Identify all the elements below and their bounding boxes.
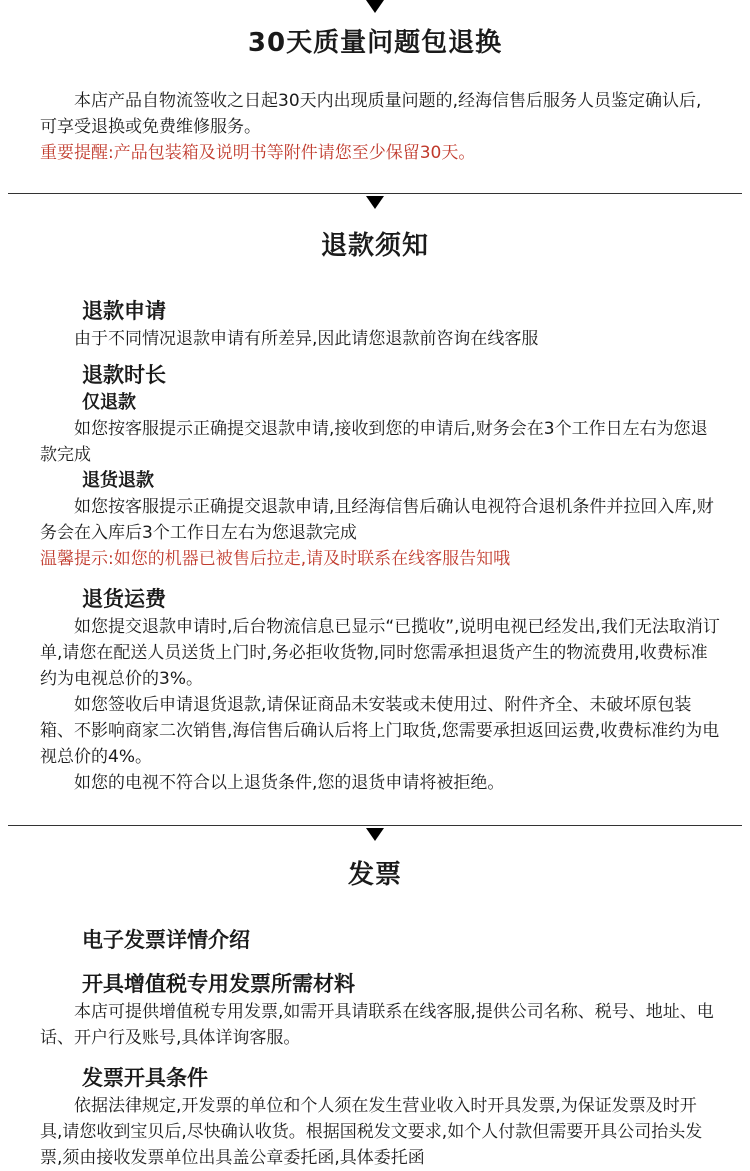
invoice-section: [40, 925, 716, 1171]
refund-section: [40, 296, 720, 796]
return-refund-text: 如您按客服提示正确提交退款申请,且经海信售后确认电视符合退机条件并拉回入库,财务会在入库后3个工作日左右为您退款完成: [40, 497, 714, 543]
vat-invoice-heading: 开具增值税专用发票所需材料: [82, 972, 355, 996]
invoice-intro-heading: 电子发票详情介绍: [82, 928, 250, 952]
refund-only-text: 如您按客服提示正确提交退款申请,接收到您的申请后,财务会在3个工作日左右为您退款完成: [40, 419, 708, 465]
section-arrow-icon: [366, 196, 384, 209]
section-arrow-icon: [366, 828, 384, 841]
section-divider: [8, 193, 742, 194]
refund-apply-heading: 退款申请: [82, 299, 166, 323]
refund-only-label: 仅退款: [82, 392, 136, 413]
section-divider: [8, 825, 742, 826]
top-arrow-icon: [366, 0, 384, 13]
invoice-section-title: 发票: [347, 860, 402, 890]
quality-notice: 重要提醒:产品包装箱及说明书等附件请您至少保留30天。: [40, 143, 476, 163]
shipping-paragraph-1: 如您提交退款申请时,后台物流信息已显示“已揽收”,说明电视已经发出,我们无法取消订单,请您在配送人员送货上门时,务必拒收货物,同时您需承担退货产生的物流费用,收费标准约为电视总价的3%。: [40, 617, 720, 689]
refund-apply-text: 由于不同情况退款申请有所差异,因此请您退款前咨询在线客服: [74, 329, 539, 349]
quality-section-title: 30天质量问题包退换: [247, 28, 503, 58]
refund-section-title: 退款须知: [320, 231, 429, 261]
refund-tip: 温馨提示:如您的机器已被售后拉走,请及时联系在线客服告知哦: [40, 549, 511, 569]
shipping-paragraph-3: 如您的电视不符合以上退货条件,您的退货申请将被拒绝。: [74, 773, 505, 793]
return-refund-label: 退货退款: [82, 470, 154, 491]
quality-section: [40, 88, 714, 166]
shipping-heading: 退货运费: [82, 587, 166, 611]
vat-invoice-text: 本店可提供增值税专用发票,如需开具请联系在线客服,提供公司名称、税号、地址、电话、开户行及账号,具体详询客服。: [40, 1002, 714, 1048]
refund-duration-heading: 退款时长: [82, 363, 166, 387]
invoice-condition-text: 依据法律规定,开发票的单位和个人须在发生营业收入时开具发票,为保证发票及时开具,请您收到宝贝后,尽快确认收货。根据国税发文要求,如个人付款但需要开具公司抬头发票,须由接收发票单位出具盖公章委托函,具体委托函: [40, 1096, 703, 1168]
quality-body: 本店产品自物流签收之日起30天内出现质量问题的,经海信售后服务人员鉴定确认后,可享受退换或免费维修服务。: [40, 91, 702, 137]
invoice-condition-heading: 发票开具条件: [82, 1066, 208, 1090]
shipping-paragraph-2: 如您签收后申请退货退款,请保证商品未安装或未使用过、附件齐全、未破坏原包装箱、不影响商家二次销售,海信售后确认后将上门取货,您需要承担返回运费,收费标准约为电视总价的4%。: [40, 695, 720, 767]
